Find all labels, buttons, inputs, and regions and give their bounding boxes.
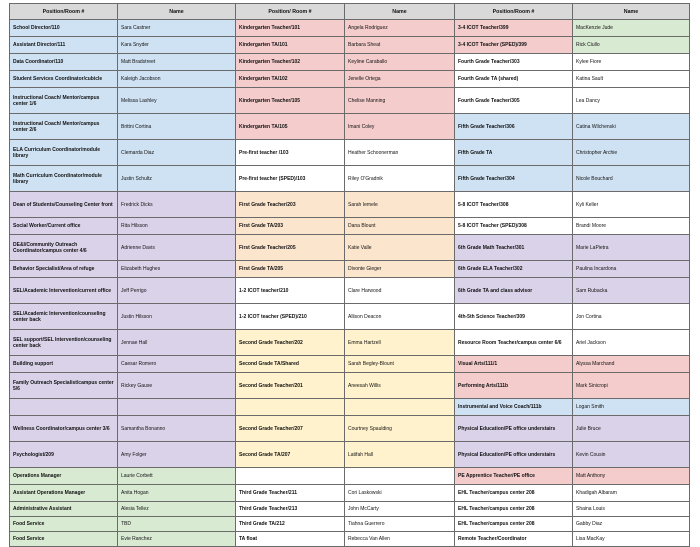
cell-position-col3[interactable]: Performing Arts/111b [455,373,573,399]
cell-position-col2[interactable]: Pre-first teacher (SPED)/103 [236,166,345,192]
cell-name-col3[interactable]: Ariel Jackson [573,330,690,356]
cell-position-col3[interactable]: 3-4 ICOT Teacher/399 [455,20,573,37]
cell-position-col3[interactable]: 4th-5th Science Teacher/309 [455,304,573,330]
cell-name-col1[interactable]: Caesar Romero [118,356,236,373]
cell-name-col2[interactable]: Allison Deacon [345,304,455,330]
cell-position-col3[interactable]: EHL Teacher/campus center 208 [455,502,573,517]
cell-position-col2[interactable]: First Grade Teacher/205 [236,235,345,261]
cell-position-col1[interactable]: Assistant Director/111 [10,37,118,54]
cell-position-col1[interactable]: Instructional Coach/ Mentor/campus center 2/6 [10,114,118,140]
cell-position-col2[interactable]: Second Grade TA/207 [236,442,345,468]
cell-position-col1[interactable]: Social Worker/Current office [10,218,118,235]
cell-name-col1[interactable]: Amy Folger [118,442,236,468]
cell-position-col2[interactable]: Kindergarten TA/105 [236,114,345,140]
cell-position-col3[interactable]: Fourth Grade Teacher/305 [455,88,573,114]
cell-position-col1[interactable]: Food Service [10,532,118,547]
cell-name-col2[interactable] [345,468,455,485]
table-row [10,373,690,399]
header-position-2[interactable]: Position/ Room # [236,4,345,20]
table-row [10,304,690,330]
cell-position-col2[interactable]: Third Grade TA/212 [236,517,345,532]
table-row [10,192,690,218]
header-position-1[interactable]: Position/Room # [10,4,118,20]
cell-position-col3[interactable]: Visual Arts/111/1 [455,356,573,373]
cell-position-col2[interactable]: Third Grade Teacher/211 [236,485,345,502]
cell-position-col1[interactable]: SEL/Academic Intervention/current office [10,278,118,304]
cell-name-col2[interactable]: Chelise Manning [345,88,455,114]
cell-name-col3[interactable]: Jon Cortina [573,304,690,330]
cell-name-col1[interactable]: Kara Snyder [118,37,236,54]
cell-position-col2[interactable]: Second Grade TA/Shared [236,356,345,373]
cell-name-col1[interactable]: Evie Ranchez [118,532,236,547]
cell-name-col2[interactable]: Cori Laskowski [345,485,455,502]
cell-position-col3[interactable]: EHL Teacher/campus center 208 [455,485,573,502]
cell-position-col3[interactable]: EHL Teacher/campus center 208 [455,517,573,532]
cell-position-col3[interactable]: PE Apprentice Teacher/PE office [455,468,573,485]
cell-position-col2[interactable]: Second Grade Teacher/207 [236,416,345,442]
cell-position-col3[interactable]: 5-8 ICOT Teacher (SPED)/308 [455,218,573,235]
cell-name-col1[interactable] [118,399,236,416]
cell-name-col2[interactable]: Katie Valle [345,235,455,261]
cell-position-col2[interactable]: TA float [236,532,345,547]
staff-table [9,3,690,547]
cell-position-col3[interactable]: Remote Teacher/Coordinator [455,532,573,547]
cell-name-col3[interactable]: Logan Smith [573,399,690,416]
cell-name-col2[interactable]: Tiahna Guerrero [345,517,455,532]
table-row [10,468,690,485]
table-row [10,502,690,517]
cell-position-col3[interactable]: Fifth Grade Teacher/304 [455,166,573,192]
cell-position-col3[interactable]: 6th Grade ELA Teacher/302 [455,261,573,278]
cell-position-col1[interactable]: Dean of Students/Counseling Center front [10,192,118,218]
cell-position-col1[interactable]: DE&I/Community Outreach Coordinator/campus center 4/6 [10,235,118,261]
cell-position-col1[interactable]: Student Services Coordinator/cubicle [10,71,118,88]
cell-name-col3[interactable]: Lea Dancy [573,88,690,114]
cell-position-col1[interactable]: Administrative Assistant [10,502,118,517]
cell-position-col1[interactable]: SEL support/SEL Intervention/counseling center back [10,330,118,356]
table-row [10,356,690,373]
cell-name-col1[interactable]: Clemarda Diaz [118,140,236,166]
cell-position-col3[interactable]: Fifth Grade Teacher/306 [455,114,573,140]
cell-name-col2[interactable]: Keyline Caraballo [345,54,455,71]
cell-position-col3[interactable]: Physical Education/PE office understairs [455,416,573,442]
table-row [10,532,690,547]
cell-name-col1[interactable]: Samantha Bonanno [118,416,236,442]
table-row [10,88,690,114]
table-row [10,54,690,71]
cell-position-col3[interactable]: Physical Education/PE office understairs [455,442,573,468]
cell-name-col3[interactable]: Gabby Diaz [573,517,690,532]
cell-position-col2[interactable]: First Grade TA/203 [236,218,345,235]
cell-name-col3[interactable]: Paulina Incardona [573,261,690,278]
cell-name-col3[interactable]: Khadigah Albaram [573,485,690,502]
cell-name-col2[interactable]: John McCarty [345,502,455,517]
cell-position-col3[interactable]: Fifth Grade TA [455,140,573,166]
table-row [10,140,690,166]
cell-name-col2[interactable]: Angela Rodriguez [345,20,455,37]
cell-name-col3[interactable]: Christopher Archie [573,140,690,166]
cell-position-col1[interactable]: ELA Curriculum Coordinator/module library [10,140,118,166]
cell-position-col2[interactable]: Second Grade Teacher/202 [236,330,345,356]
cell-name-col3[interactable]: Nicole Bouchard [573,166,690,192]
cell-name-col3[interactable]: Kevin Cousin [573,442,690,468]
table-row [10,261,690,278]
header-position-3[interactable]: Position/Room # [455,4,573,20]
cell-position-col2[interactable]: 1-2 ICOT teacher/210 [236,278,345,304]
cell-name-col3[interactable]: Marie LaPietra [573,235,690,261]
cell-name-col3[interactable]: Katina Sault [573,71,690,88]
cell-name-col1[interactable]: Jennae Hall [118,330,236,356]
cell-name-col1[interactable]: Justin Hilsson [118,304,236,330]
cell-name-col2[interactable]: Imani Coley [345,114,455,140]
cell-name-col1[interactable]: Jeff Perrigo [118,278,236,304]
table-row [10,235,690,261]
cell-name-col1[interactable]: Melissa Lashley [118,88,236,114]
cell-name-col1[interactable]: Rickey Gause [118,373,236,399]
cell-name-col3[interactable]: Rick Ciullo [573,37,690,54]
cell-name-col1[interactable]: Fredrick Dicks [118,192,236,218]
cell-position-col1[interactable]: Family Outreach Specialist/campus center 5/6 [10,373,118,399]
cell-position-col2[interactable] [236,399,345,416]
cell-position-col1[interactable]: Psychologist/209 [10,442,118,468]
cell-position-col2[interactable]: 1-2 ICOT teacher (SPED)/210 [236,304,345,330]
table-row [10,218,690,235]
cell-name-col2[interactable]: Dana Blount [345,218,455,235]
cell-name-col1[interactable]: Matt Bradstreet [118,54,236,71]
cell-name-col2[interactable]: Sarah Begley-Blount [345,356,455,373]
cell-name-col2[interactable]: Rebecca Van Allen [345,532,455,547]
cell-position-col3[interactable]: 6th Grade TA and class advisor [455,278,573,304]
cell-name-col1[interactable]: Sara Castner [118,20,236,37]
cell-name-col2[interactable]: Emma Hartzell [345,330,455,356]
cell-name-col2[interactable]: Jenelle Ortega [345,71,455,88]
cell-position-col1[interactable]: Math Curriculum Coordinator/module library [10,166,118,192]
cell-name-col2[interactable]: Clare Harwood [345,278,455,304]
cell-name-col3[interactable]: Matt Anthony [573,468,690,485]
cell-name-col1[interactable]: Adrienne Davis [118,235,236,261]
cell-position-col1[interactable]: Operations Manager [10,468,118,485]
cell-position-col2[interactable]: Kindergarten TA/101 [236,37,345,54]
cell-name-col3[interactable]: Kyli Keller [573,192,690,218]
cell-name-col1[interactable]: Anita Hogan [118,485,236,502]
cell-name-col3[interactable]: Brandi Moore [573,218,690,235]
cell-name-col2[interactable]: Sarah Iemele [345,192,455,218]
table-row [10,20,690,37]
cell-position-col1[interactable]: School Director/110 [10,20,118,37]
cell-name-col1[interactable]: TBD [118,517,236,532]
cell-name-col1[interactable]: Elizabeth Hughes [118,261,236,278]
cell-name-col2[interactable]: Aneesah Willis [345,373,455,399]
header-row [10,4,690,20]
cell-name-col3[interactable]: Alyssa Marchand [573,356,690,373]
cell-position-col1[interactable]: Assistant Operations Manager [10,485,118,502]
cell-position-col1[interactable]: SEL/Academic Intervention/counseling center back [10,304,118,330]
table-row [10,114,690,140]
cell-position-col1[interactable]: Data Coordinator/110 [10,54,118,71]
cell-name-col1[interactable]: Alesia Tellez [118,502,236,517]
header-name-2[interactable]: Name [345,4,455,20]
cell-name-col2[interactable]: Courtney Spaulding [345,416,455,442]
table-row [10,71,690,88]
cell-name-col3[interactable]: Sam Rubacka [573,278,690,304]
cell-position-col3[interactable]: Fourth Grade Teacher/303 [455,54,573,71]
cell-position-col2[interactable]: Kindergarten Teacher/102 [236,54,345,71]
cell-position-col3[interactable]: 3-4 ICOT Teacher (SPED)/399 [455,37,573,54]
cell-position-col3[interactable]: 5-8 ICOT Teacher/308 [455,192,573,218]
staff-directory-sheet [9,3,690,547]
cell-position-col2[interactable]: First Grade Teacher/203 [236,192,345,218]
cell-position-col3[interactable]: Resource Room Teacher/campus center 6/6 [455,330,573,356]
cell-position-col2[interactable]: Second Grade Teacher/201 [236,373,345,399]
table-row [10,166,690,192]
cell-name-col3[interactable]: Shaina Louis [573,502,690,517]
cell-position-col3[interactable]: Fourth Grade TA (shared) [455,71,573,88]
table-row [10,278,690,304]
cell-position-col3[interactable]: Instrumental and Voice Coach/111b [455,399,573,416]
cell-name-col1[interactable]: Kaleigh Jacobson [118,71,236,88]
table-row [10,37,690,54]
cell-name-col3[interactable]: Mark Sinicropi [573,373,690,399]
cell-position-col2[interactable]: Third Grade Teacher/213 [236,502,345,517]
cell-name-col1[interactable]: Justin Schultz [118,166,236,192]
cell-position-col1[interactable]: Food Service [10,517,118,532]
cell-name-col2[interactable]: Riley O'Gradnik [345,166,455,192]
cell-position-col2[interactable]: Kindergarten Teacher/101 [236,20,345,37]
cell-position-col3[interactable]: 6th Grade Math Teacher/301 [455,235,573,261]
cell-name-col2[interactable]: Barbara Sheat [345,37,455,54]
cell-position-col2[interactable]: Kindergarten TA/102 [236,71,345,88]
cell-name-col3[interactable]: Kylee Fiore [573,54,690,71]
header-name-1[interactable]: Name [118,4,236,20]
cell-position-col1[interactable] [10,399,118,416]
cell-name-col3[interactable]: MacKenzie Jude [573,20,690,37]
cell-name-col2[interactable]: Heather Schoonerman [345,140,455,166]
cell-position-col2[interactable] [236,468,345,485]
cell-name-col2[interactable]: Divonte Gieger [345,261,455,278]
cell-name-col3[interactable]: Lisa MacKay [573,532,690,547]
cell-name-col2[interactable]: Latifah Hall [345,442,455,468]
cell-name-col1[interactable]: Laurie Corbett [118,468,236,485]
cell-position-col2[interactable]: First Grade TA/205 [236,261,345,278]
cell-name-col1[interactable]: Rita Hilsson [118,218,236,235]
table-row [10,416,690,442]
cell-name-col1[interactable]: Brittni Cortina [118,114,236,140]
cell-name-col3[interactable]: Catina Wilchenski [573,114,690,140]
table-row [10,442,690,468]
cell-position-col1[interactable]: Building support [10,356,118,373]
table-row [10,399,690,416]
header-name-3[interactable]: Name [573,4,690,20]
table-row [10,485,690,502]
cell-name-col3[interactable]: Julie Bruce [573,416,690,442]
cell-position-col1[interactable]: Instructional Coach/ Mentor/campus center 1/6 [10,88,118,114]
table-row [10,517,690,532]
cell-position-col2[interactable]: Kindergarten Teacher/105 [236,88,345,114]
cell-position-col1[interactable]: Wellness Coordinator/campus center 3/6 [10,416,118,442]
cell-position-col2[interactable]: Pre-first teacher /103 [236,140,345,166]
cell-name-col2[interactable] [345,399,455,416]
cell-position-col1[interactable]: Behavior Specialist/Area of refuge [10,261,118,278]
table-row [10,330,690,356]
